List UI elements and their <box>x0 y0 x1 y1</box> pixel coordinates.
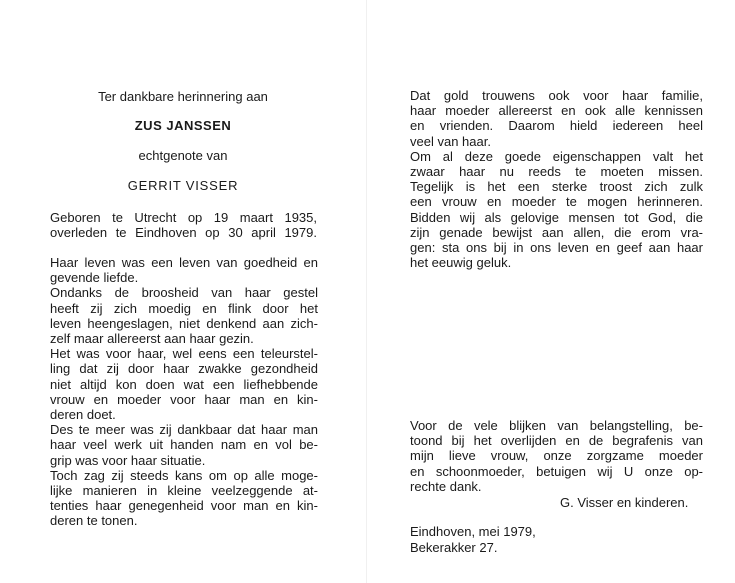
body-line: gen: sta ons bij in ons leven en geef aan haar <box>410 240 703 256</box>
body-line: tenties haar genegenheid voor man en kin- <box>50 498 318 514</box>
deceased-name: ZUS JANSSEN <box>134 118 232 133</box>
thanks-line: Voor de vele blijken van belangstelling, be- <box>410 418 703 433</box>
body-line: niet altijd kon doen wat een liefhebbende <box>50 376 318 392</box>
signature: G. Visser en kinderen. <box>560 495 689 510</box>
thanks-line: toond bij het overlijden en de begrafenis van <box>410 433 703 449</box>
body-line: haar veel werk uit handen nam en vol be- <box>50 437 318 453</box>
right-body-text <box>410 88 703 270</box>
body-line: zelf maar allereerst aan haar gezin. <box>50 331 254 347</box>
place-date: Eindhoven, mei 1979, <box>410 524 536 539</box>
body-line: zijn genade bewijst aan allen, die erom vra- <box>410 224 703 240</box>
body-line: vrouw en moeder voor haar man en kin- <box>50 391 318 407</box>
birth-death-info <box>50 210 317 240</box>
body-line: Des te meer was zij dankbaar dat haar man <box>50 422 318 438</box>
thanks-line: en schoonmoeder, betuigen wij U onze op- <box>410 463 703 479</box>
address: Bekerakker 27. <box>410 540 498 555</box>
intro-text: Ter dankbare herinnering aan <box>98 89 268 104</box>
body-line: veel van haar. <box>410 133 491 149</box>
body-line: Haar leven was een leven van goedheid en <box>50 255 318 270</box>
body-line: haar moeder allereerst en ook alle kennissen <box>410 103 703 119</box>
body-line: het eeuwig geluk. <box>410 255 512 271</box>
death-line: overleden te Eindhoven op 30 april 1979. <box>50 225 317 241</box>
body-line: leven heengeslagen, niet denkend aan zich- <box>50 315 318 331</box>
body-line: zwaar haar nu reeds te moeten missen. <box>410 164 703 180</box>
body-line: deren te tonen. <box>50 513 138 529</box>
body-line: Tegelijk is het een sterke troost zich zulk <box>410 179 703 195</box>
body-line: een vrouw en moeder te mogen herinneren. <box>410 194 703 210</box>
body-line: Het was voor haar, wel eens een teleurstel- <box>50 346 318 362</box>
left-panel <box>0 0 366 583</box>
body-line: Dat gold trouwens ook voor haar familie, <box>410 88 703 103</box>
birth-line: Geboren te Utrecht op 19 maart 1935, <box>50 210 317 225</box>
body-line: lijke manieren in kleine veelzeggende at- <box>50 483 318 499</box>
body-line: deren doet. <box>50 407 116 423</box>
body-line: Bidden wij als gelovige mensen tot God, die <box>410 209 703 225</box>
body-line: en vrienden. Daarom hield iedereen heel <box>410 118 703 134</box>
thanks-line: mijn lieve vrouw, onze zorgzame moeder <box>410 448 703 464</box>
right-panel <box>366 0 735 583</box>
spouse-name: GERRIT VISSER <box>127 178 239 193</box>
body-line: Om al deze goede eigenschappen valt het <box>410 148 703 164</box>
body-line: Toch zag zij steeds kans om op alle moge- <box>50 467 318 483</box>
body-line: heeft zij zich moedig en flink door het <box>50 300 318 316</box>
body-line: grip was voor haar situatie. <box>50 452 206 468</box>
acknowledgement-text <box>410 418 703 494</box>
spouse-label: echtgenote van <box>138 148 228 163</box>
body-line: Ondanks de broosheid van haar gestel <box>50 285 318 301</box>
body-line: ling dat zij door haar zwakke gezondheid <box>50 361 318 377</box>
left-body-text <box>50 255 318 529</box>
body-line: gevende liefde. <box>50 270 139 286</box>
thanks-line: rechte dank. <box>410 478 482 494</box>
